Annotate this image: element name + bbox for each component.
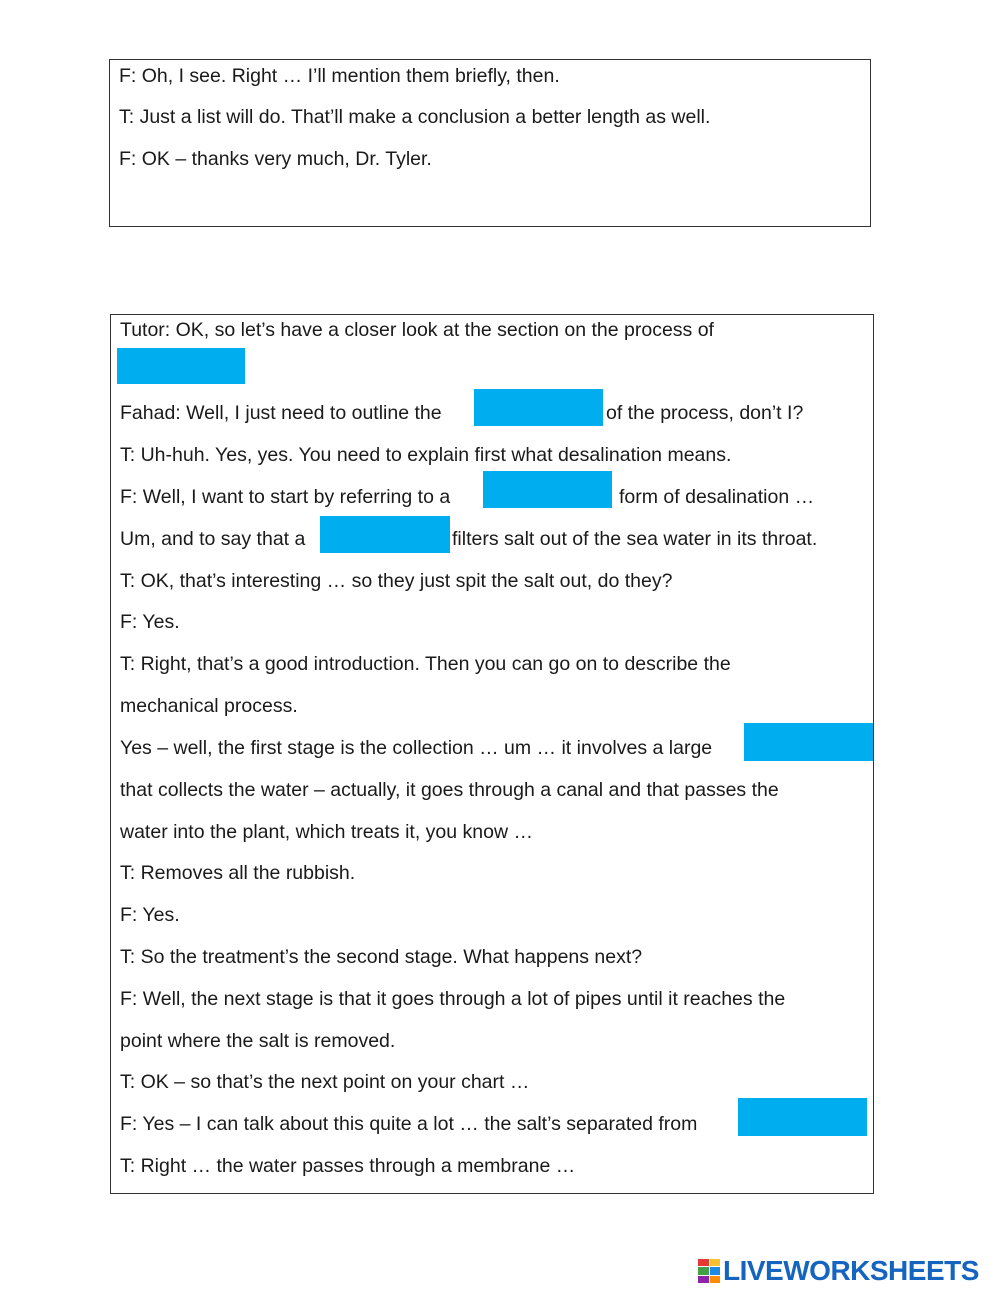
dialogue-line: F: Yes – I can talk about this quite a lot … the salt’s separated from bbox=[120, 1113, 698, 1135]
dialogue-line: of the process, don’t I? bbox=[606, 402, 804, 424]
dialogue-line: point where the salt is removed. bbox=[120, 1030, 396, 1052]
answer-blank-5[interactable] bbox=[744, 723, 873, 761]
dialogue-line: T: Right … the water passes through a membrane … bbox=[120, 1155, 576, 1177]
dialogue-box-main bbox=[110, 314, 874, 1194]
dialogue-line: Yes – well, the first stage is the collection … um … it involves a large bbox=[120, 737, 713, 759]
dialogue-line: Tutor: OK, so let’s have a closer look at the section on the process of bbox=[120, 319, 714, 341]
answer-blank-2[interactable] bbox=[474, 389, 603, 426]
dialogue-line: F: Well, the next stage is that it goes through a lot of pipes until it reaches the bbox=[120, 988, 786, 1010]
answer-blank-1[interactable] bbox=[117, 348, 245, 384]
dialogue-line: form of desalination … bbox=[619, 486, 815, 508]
dialogue-line: T: Uh-huh. Yes, yes. You need to explain first what desalination means. bbox=[120, 444, 732, 466]
answer-blank-3[interactable] bbox=[483, 471, 612, 508]
dialogue-line: F: Yes. bbox=[120, 611, 180, 633]
dialogue-line: that collects the water – actually, it goes through a canal and that passes the bbox=[120, 779, 779, 801]
answer-blank-6[interactable] bbox=[738, 1098, 867, 1136]
dialogue-line: T: So the treatment’s the second stage. What happens next? bbox=[120, 946, 643, 968]
dialogue-line: T: Just a list will do. That’ll make a conclusion a better length as well. bbox=[119, 106, 711, 128]
dialogue-line: F: Well, I want to start by referring to a bbox=[120, 486, 451, 508]
dialogue-box-top bbox=[109, 59, 871, 227]
dialogue-line: F: Oh, I see. Right … I’ll mention them briefly, then. bbox=[119, 65, 560, 87]
dialogue-line: F: OK – thanks very much, Dr. Tyler. bbox=[119, 148, 432, 170]
liveworksheets-logo-icon bbox=[698, 1259, 720, 1283]
logo-text: LIVEWORKSHEETS bbox=[723, 1255, 979, 1286]
dialogue-line: F: Yes. bbox=[120, 904, 180, 926]
dialogue-line: filters salt out of the sea water in its throat. bbox=[452, 528, 818, 550]
dialogue-line: Um, and to say that a bbox=[120, 528, 306, 550]
dialogue-line: water into the plant, which treats it, you know … bbox=[120, 821, 533, 843]
answer-blank-4[interactable] bbox=[320, 516, 450, 553]
dialogue-line: mechanical process. bbox=[120, 695, 298, 717]
dialogue-line: T: OK, that’s interesting … so they just spit the salt out, do they? bbox=[120, 570, 673, 592]
dialogue-line: Fahad: Well, I just need to outline the bbox=[120, 402, 442, 424]
dialogue-line: T: Removes all the rubbish. bbox=[120, 862, 356, 884]
dialogue-line: T: Right, that’s a good introduction. Then you can go on to describe the bbox=[120, 653, 731, 675]
liveworksheets-logo bbox=[698, 1256, 979, 1286]
dialogue-line: T: OK – so that’s the next point on your chart … bbox=[120, 1071, 530, 1093]
